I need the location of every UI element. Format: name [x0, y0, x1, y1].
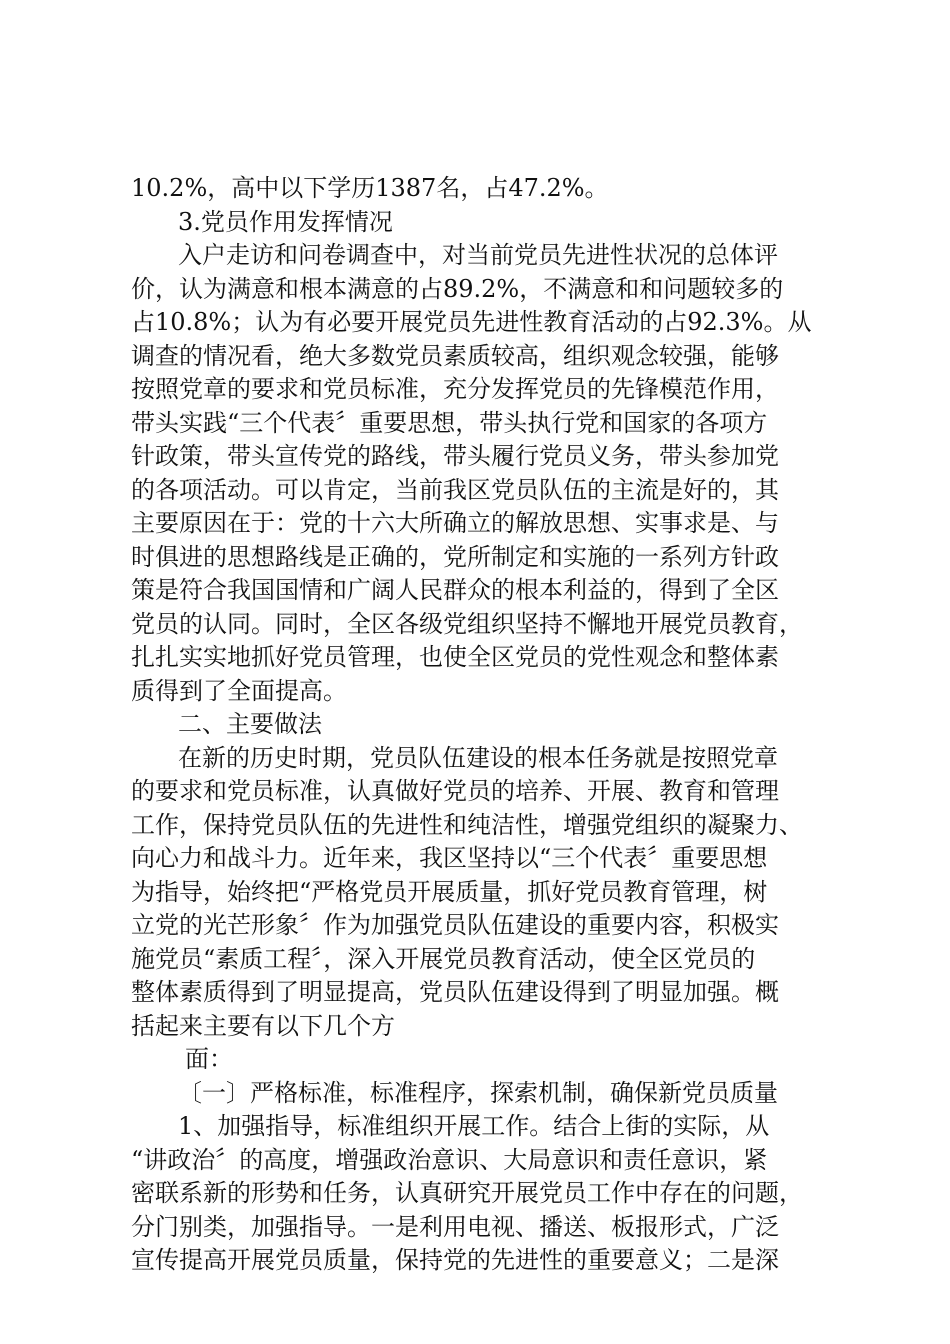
- text-line: 10.2%，高中以下学历1387名，占47.2%。: [131, 174, 609, 202]
- text-line: 整体素质得到了明显提高，党员队伍建设得到了明显加强。概: [131, 978, 779, 1006]
- text-line: 的要求和党员标准，认真做好党员的培养、开展、教育和管理: [131, 777, 779, 805]
- text-line: 分门别类，加强指导。一是利用电视、播送、板报形式，广泛: [131, 1212, 779, 1241]
- text-line: 按照党章的要求和党员标准，充分发挥党员的先锋模范作用，: [131, 375, 779, 403]
- text-line: 主要原因在于：党的十六大所确立的解放思想、实事求是、与: [131, 509, 779, 537]
- text-line: 的各项活动。可以肯定，当前我区党员队伍的主流是好的，其: [131, 475, 779, 504]
- document-page: [131, 172, 841, 1278]
- text-line: 策是符合我国国情和广阔人民群众的根本利益的，得到了全区: [131, 576, 779, 604]
- text-line: 3.党员作用发挥情况: [178, 207, 393, 236]
- text-line: 调查的情况看，绝大多数党员素质较高，组织观念较强，能够: [131, 341, 779, 370]
- text-line: 为指导，始终把“严格党员开展质量，抓好党员教育管理，树: [131, 877, 768, 906]
- text-line: 1、加强指导，标准组织开展工作。结合上街的实际，从: [178, 1112, 770, 1140]
- text-line: 工作，保持党员队伍的先进性和纯洁性，增强党组织的凝聚力、: [131, 810, 803, 839]
- text-line: 针政策，带头宣传党的路线，带头履行党员义务，带头参加党: [131, 442, 779, 470]
- text-line: 密联系新的形势和任务，认真研究开展党员工作中存在的问题，: [131, 1179, 803, 1207]
- text-line: 二、主要做法: [178, 710, 322, 738]
- text-line: 质得到了全面提高。: [131, 676, 347, 705]
- text-line: 宣传提高开展党员质量，保持党的先进性的重要意义；二是深: [131, 1246, 779, 1274]
- text-line: 在新的历史时期，党员队伍建设的根本任务就是按照党章: [178, 743, 778, 772]
- text-line: 党员的认同。同时，全区各级党组织坚持不懈地开展党员教育，: [131, 609, 803, 638]
- text-line: “讲政治〞的高度，增强政治意识、大局意识和责任意识，紧: [131, 1145, 768, 1174]
- text-line: 扎扎实实地抓好党员管理，也使全区党员的党性观念和整体素: [131, 643, 779, 671]
- text-line: 面：: [185, 1045, 233, 1073]
- text-line: 〔一〕严格标准，标准程序，探索机制，确保新党员质量: [178, 1078, 778, 1107]
- text-line: 立党的光芒形象〞作为加强党员队伍建设的重要内容，积极实: [131, 911, 779, 939]
- text-line: 施党员“素质工程〞，深入开展党员教育活动，使全区党员的: [131, 944, 756, 973]
- text-line: 带头实践“三个代表〞重要思想，带头执行党和国家的各项方: [131, 408, 768, 437]
- text-line: 时俱进的思想路线是正确的，党所制定和实施的一系列方针政: [131, 542, 779, 571]
- text-line: 向心力和战斗力。近年来，我区坚持以“三个代表〞重要思想: [131, 844, 768, 872]
- text-line: 括起来主要有以下几个方: [131, 1011, 395, 1040]
- text-line: 价，认为满意和根本满意的占89.2%，不满意和和问题较多的: [131, 274, 784, 303]
- text-line: 占10.8%；认为有必要开展党员先进性教育活动的占92.3%。从: [131, 308, 812, 336]
- text-line: 入户走访和问卷调查中，对当前党员先进性状况的总体评: [178, 241, 778, 269]
